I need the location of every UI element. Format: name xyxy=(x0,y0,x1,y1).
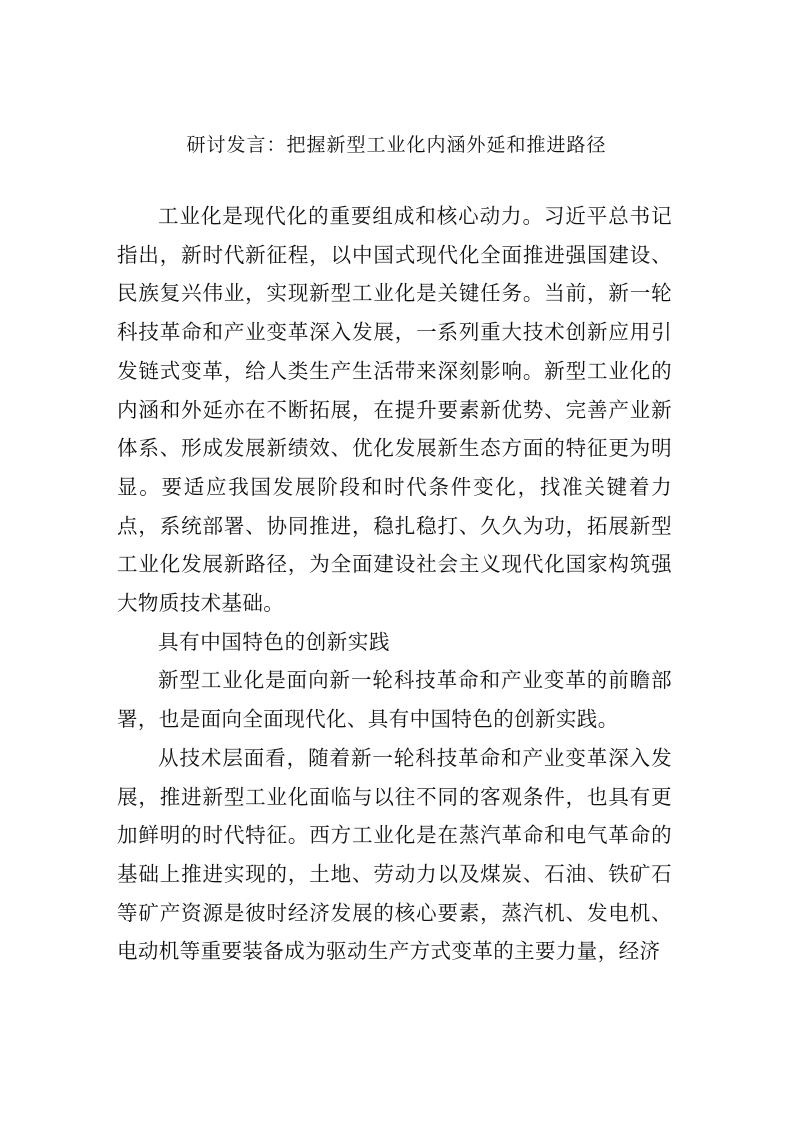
document-title: 研讨发言：把握新型工业化内涵外延和推进路径 xyxy=(186,134,607,156)
paragraph-innovation: 新型工业化是面向新一轮科技革命和产业变革的前瞻部署，也是面向全面现代化、具有中国特色的创新实践。 xyxy=(117,668,672,732)
paragraph-intro: 工业化是现代化的重要组成和核心动力。习近平总书记指出，新时代新征程，以中国式现代化全面推进强国建设、民族复兴伟业，实现新型工业化是关键任务。当前，新一轮科技革命和产业变革深入发展，一系列重大技术创新应用引发链式变革，给人类生产生活带来深刻影响。新型工业化的内涵和外延亦在不断拓展，在提升要素新优势、完善产业新体系、形成发展新绩效、优化发展新生态方面的特征更为明显。要适应我国发展阶段和时代条件变化，找准关键着力点，系统部署、协同推进，稳扎稳打、久久为功，拓展新型工业化发展新路径，为全面建设社会主义现代化国家构筑强大物质技术基础。 xyxy=(117,204,672,616)
document-body xyxy=(117,197,672,971)
paragraph-technology: 从技术层面看，随着新一轮科技革命和产业变革深入发展，推进新型工业化面临与以往不同的客观条件，也具有更加鲜明的时代特征。西方工业化是在蒸汽革命和电气革命的基础上推进实现的，土地、劳动力以及煤炭、石油、铁矿石等矿产资源是彼时经济发展的核心要素，蒸汽机、发电机、电动机等重要装备成为驱动生产方式变革的主要力量，经济 xyxy=(117,745,672,964)
section-heading: 具有中国特色的创新实践 xyxy=(158,629,391,654)
